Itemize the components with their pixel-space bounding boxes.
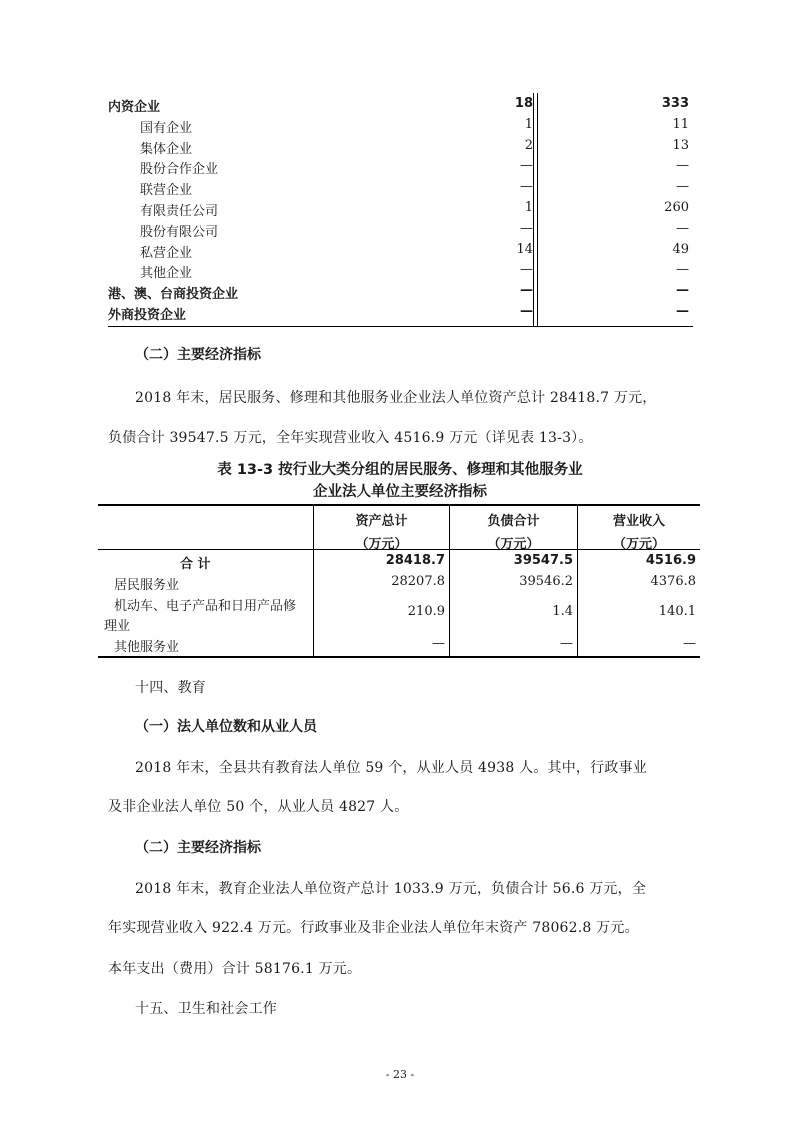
paragraph-line: 本年支出（费用）合计 58176.1 万元。: [108, 961, 362, 977]
column-header-assets: 资产总计 （万元）: [355, 514, 408, 552]
table-caption: 企业法人单位主要经济指标: [313, 484, 487, 500]
total-row-label: 合 计: [180, 557, 211, 572]
row-label-continued: 理业: [104, 619, 131, 634]
column-header-revenue: 营业收入 （万元）: [612, 514, 665, 552]
table-row: [108, 114, 693, 135]
paragraph-line: 年实现营业收入 922.4 万元。行政事业及非企业法人单位年末资产 78062.8 万元。: [108, 920, 639, 936]
row-unit-count: 18: [514, 96, 533, 111]
table-row: [108, 280, 693, 301]
row-assets: 28207.8: [391, 574, 445, 589]
paragraph-line: 及非企业法人单位 50 个，从业人员 4827 人。: [108, 799, 409, 815]
row-employee-count: —: [676, 283, 689, 299]
row-liabilities: 39546.2: [519, 574, 573, 589]
row-employee-count: —: [676, 179, 689, 195]
row-assets: 210.9: [407, 604, 445, 619]
total-assets: 28418.7: [385, 553, 445, 568]
table1-divider-1: [533, 93, 534, 327]
row-employee-count: 13: [672, 137, 689, 153]
row-assets: —: [432, 636, 445, 651]
row-employee-count: 333: [661, 96, 689, 111]
section-heading-econ-indicators: （二）主要经济指标: [135, 840, 261, 856]
table1-bottom-border: [108, 326, 693, 327]
row-unit-count: —: [520, 262, 533, 278]
table-row: [108, 218, 693, 239]
row-label: 股份有限公司: [140, 224, 219, 240]
table-row: [108, 93, 693, 114]
row-employee-count: —: [676, 262, 689, 278]
table-row: [108, 301, 693, 322]
row-label: 私营企业: [140, 245, 193, 261]
row-employee-count: 49: [672, 241, 689, 257]
paragraph-line: 2018 年末，居民服务、修理和其他服务业企业法人单位资产总计 28418.7 万元，: [135, 390, 657, 406]
row-label: 其他企业: [140, 266, 193, 282]
row-employee-count: 11: [672, 116, 689, 132]
table-row: [108, 155, 693, 176]
section-heading-econ-indicators: （二）主要经济指标: [135, 347, 261, 363]
row-label: 外商投资企业: [108, 307, 187, 323]
row-label: 联营企业: [140, 183, 193, 199]
total-revenue: 4516.9: [645, 553, 696, 568]
enterprise-type-table: [108, 93, 693, 322]
row-label: 机动车、电子产品和日用产品修: [114, 599, 297, 614]
row-label: 内资企业: [108, 100, 161, 115]
table-row: [108, 259, 693, 280]
table2-bottom-border: [98, 656, 700, 658]
row-liabilities: 1.4: [552, 604, 573, 619]
row-unit-count: —: [520, 220, 533, 236]
row-label: 有限责任公司: [140, 203, 219, 219]
table-row: [108, 197, 693, 218]
row-employee-count: —: [676, 220, 689, 236]
row-employee-count: —: [676, 303, 689, 319]
table-row: [108, 176, 693, 197]
row-revenue: —: [683, 636, 696, 651]
row-label: 居民服务业: [114, 578, 180, 593]
chapter-heading-health: 十五、卫生和社会工作: [135, 1001, 277, 1017]
row-employee-count: —: [676, 158, 689, 174]
page-number: - 23 -: [385, 1068, 415, 1081]
table1-divider-2: [537, 93, 538, 327]
paragraph-line: 负债合计 39547.5 万元，全年实现营业收入 4516.9 万元（详见表 13-3）。: [108, 430, 593, 446]
paragraph-line: 2018 年末，教育企业法人单位资产总计 1033.9 万元，负债合计 56.6 万元，全: [135, 881, 647, 897]
row-liabilities: —: [560, 636, 573, 651]
row-unit-count: —: [520, 158, 533, 174]
row-unit-count: —: [520, 283, 533, 299]
row-unit-count: —: [520, 179, 533, 195]
chapter-heading-education: 十四、教育: [135, 680, 206, 696]
row-label: 港、澳、台商投资企业: [108, 287, 239, 303]
row-unit-count: 14: [516, 241, 533, 257]
row-label: 股份合作企业: [140, 162, 219, 178]
row-label: 国有企业: [140, 120, 193, 136]
row-unit-count: 1: [524, 199, 533, 215]
total-liabilities: 39547.5: [513, 553, 573, 568]
column-header-liabilities: 负债合计 （万元）: [487, 514, 540, 552]
row-revenue: 4376.8: [650, 574, 696, 589]
row-unit-count: 2: [524, 137, 533, 153]
table2-top-border: [98, 504, 700, 506]
row-employee-count: 260: [664, 199, 689, 215]
row-unit-count: 1: [524, 116, 533, 132]
table-caption: 表 13-3 按行业大类分组的居民服务、修理和其他服务业: [217, 462, 583, 478]
row-revenue: 140.1: [658, 604, 696, 619]
section-heading-units-employees: （一）法人单位数和从业人员: [135, 719, 317, 735]
row-label: 集体企业: [140, 141, 193, 157]
paragraph-line: 2018 年末，全县共有教育法人单位 59 个，从业人员 4938 人。其中，行政事业: [135, 760, 647, 776]
table-row: [108, 239, 693, 260]
row-label: 其他服务业: [114, 640, 180, 655]
table-row: [108, 135, 693, 156]
row-unit-count: —: [520, 303, 533, 319]
